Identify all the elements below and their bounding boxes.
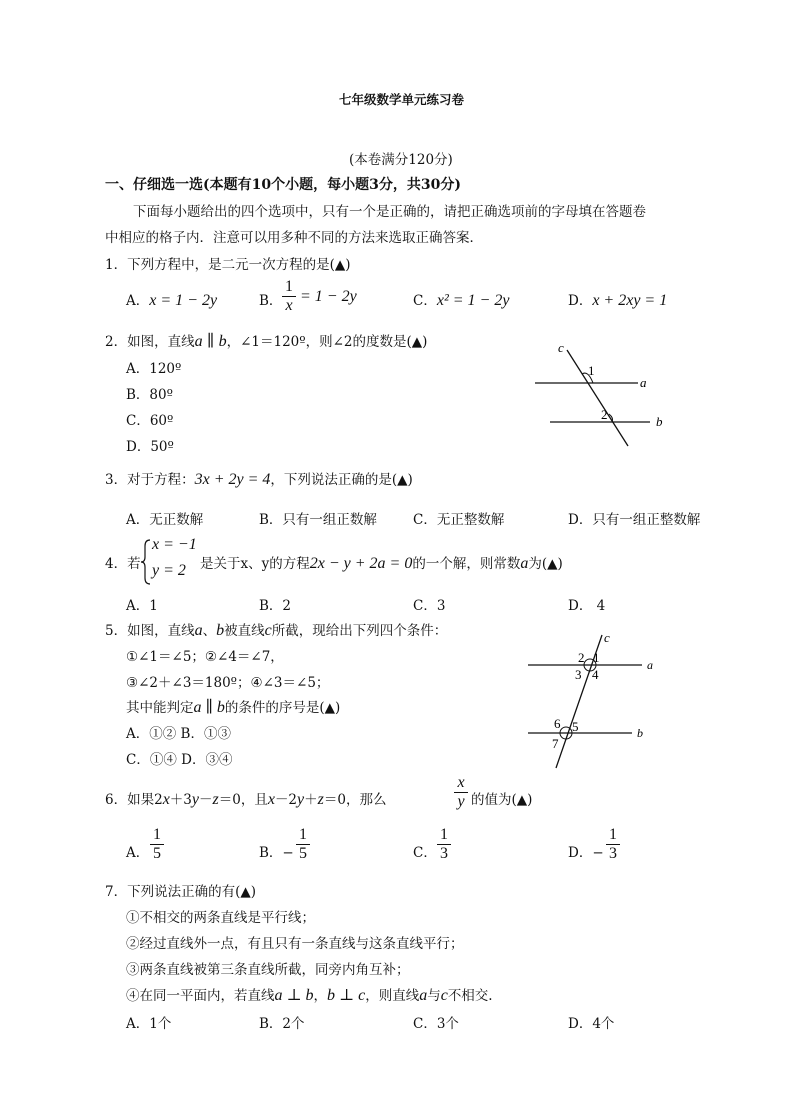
q2-option-c: C．60º [126, 413, 174, 429]
instructions-line-1: 下面每小题给出的四个选项中，只有一个是正确的，请把正确选项前的字母填在答题卷 [133, 204, 646, 220]
q5-stem-c: 所截，现给出下列四个条件： [271, 623, 448, 639]
q4-equation: 2x − y + 2a = 0 [309, 555, 413, 572]
q1-b-label: B． [259, 293, 283, 309]
q6-s4: －2 [274, 792, 298, 808]
q1-c-label: C． [413, 293, 437, 309]
q4-system-line-1: x = −1 [152, 536, 197, 553]
q4-stem-rest [200, 552, 563, 573]
q6-b-denominator: 5 [296, 844, 310, 863]
q7-s4-comma: ， [313, 988, 328, 1004]
q5-sep: 、 [202, 623, 217, 639]
q5-condition-1: ①∠1＝∠5；②∠4＝∠7， [126, 649, 284, 665]
q7-option-b: B．2个 [259, 1016, 305, 1032]
q2-stem-b: ，∠1＝120º，则∠2的度数是(▲) [226, 334, 428, 350]
q6-fraction-denominator: y [454, 792, 468, 811]
q4-option-a: A．1 [126, 598, 158, 614]
q2-option-b: B．80º [126, 387, 173, 403]
q6-s5: ＋ [304, 792, 318, 808]
q6-b-fraction [296, 826, 310, 863]
q6-s1: ＋3 [169, 792, 192, 808]
q6-d-fraction [606, 826, 620, 863]
q1-option-a [126, 289, 217, 310]
q6-z2: z [317, 791, 324, 808]
q2-label-2: 2 [601, 407, 608, 422]
q7-option-c: C．3个 [413, 1016, 459, 1032]
q5-stem [105, 619, 447, 640]
q2-option-d: D．50º [126, 439, 174, 455]
q1-b-numerator: 1 [285, 278, 293, 295]
q6-z1: z [212, 791, 219, 808]
q7-option-d: D．4个 [568, 1016, 615, 1032]
q1-c-expr: x² = 1 − 2y [436, 292, 510, 309]
q5-question [126, 696, 340, 717]
q7-s4-var-c: c [440, 987, 448, 1004]
q1-a-expr: x = 1 − 2y [149, 292, 218, 309]
q5-label-6: 6 [554, 716, 561, 731]
q6-a-numerator: 1 [153, 826, 161, 843]
q6-y2: y [297, 791, 305, 808]
q1-b-denominator: x [282, 296, 296, 315]
q2-parallel: ∥ [206, 333, 215, 350]
q5-var-b: b [216, 622, 225, 639]
q1-d-label: D． [568, 293, 593, 309]
q2-stem-a: 2．如图，直线 [105, 334, 195, 350]
q5-var-c: c [264, 622, 272, 639]
q6-x1: x [162, 791, 170, 808]
q3-stem [105, 468, 413, 489]
q5-question-b: 的条件的序号是(▲) [224, 700, 341, 716]
q5-condition-2: ③∠2＋∠3＝180º；④∠3＝∠5； [126, 675, 330, 691]
q7-stem: 7．下列说法正确的有(▲) [105, 884, 257, 900]
q5-label-2: 2 [578, 650, 585, 665]
q4-stem-b: 是关于x、y的方程 [200, 556, 310, 572]
q1-stem: 1．下列方程中，是二元一次方程的是(▲) [105, 257, 351, 273]
page-title: 七年级数学单元练习卷 [339, 92, 465, 107]
q6-stem-a [105, 788, 386, 809]
q6-c-numerator: 1 [440, 826, 448, 843]
q4-stem-c: 的一个解，则常数 [412, 556, 521, 572]
q6-stem-fraction [454, 774, 468, 811]
q2-stem [105, 330, 427, 351]
q3-equation: 3x + 2y = 4 [194, 471, 271, 488]
q5-options-row-1: A．①② B．①③ [126, 726, 231, 742]
q3-option-c: C．无正整数解 [413, 512, 505, 528]
q7-s4-b: ，则直线 [365, 988, 420, 1004]
q1-d-expr: x + 2xy = 1 [592, 292, 668, 309]
q3-stem-a: 3．对于方程： [105, 472, 195, 488]
q2-figure [530, 340, 670, 450]
instructions-line-2: 中相应的格子内．注意可以用多种不同的方法来选取正确答案． [105, 230, 483, 246]
q6-s2: － [199, 792, 213, 808]
q7-statement-3: ③两条直线被第三条直线所截，同旁内角互补； [126, 962, 410, 978]
q7-s4-rel1: a ⊥ b [274, 987, 314, 1004]
q4-stem-d: 为(▲) [528, 556, 563, 572]
q5-stem-a: 5．如图，直线 [105, 623, 195, 639]
q6-a-fraction [150, 826, 164, 863]
q2-option-a: A．120º [126, 361, 182, 377]
q5-label-4: 4 [592, 667, 599, 682]
q5-question-var: a ∥ b [193, 699, 225, 716]
q1-option-c [413, 289, 509, 310]
q1-b-rest: = 1 − 2y [300, 288, 357, 305]
page-subtitle: (本卷满分120分) [349, 152, 453, 168]
q7-statement-4 [126, 984, 493, 1005]
q5-label-7: 7 [552, 736, 559, 751]
q4-brace-path [141, 540, 150, 584]
q5-label-1: 1 [593, 650, 600, 665]
q7-statement-1: ①不相交的两条直线是平行线； [126, 910, 315, 926]
q5-figure [520, 630, 670, 772]
q6-c-fraction [437, 826, 451, 863]
q7-s4-c: 与 [427, 988, 441, 1004]
q5-label-a: a [647, 658, 653, 672]
q6-b-numerator: 1 [299, 826, 307, 843]
q5-stem-b: 被直线 [224, 623, 265, 639]
q4-option-b: B．2 [259, 598, 292, 614]
q6-x2: x [267, 791, 275, 808]
q5-label-b: b [637, 726, 643, 740]
q6-fraction-numerator: x [457, 774, 465, 791]
q7-option-a: A．1个 [126, 1016, 172, 1032]
q6-c-label: C． [413, 845, 437, 861]
q6-stem-b: 的值为(▲) [471, 792, 533, 808]
q6-a-denominator: 5 [150, 844, 164, 863]
q5-label-5: 5 [572, 719, 579, 734]
q2-label-c: c [558, 340, 564, 355]
q4-var-a: a [520, 555, 529, 572]
q3-option-d: D．只有一组正整数解 [568, 512, 701, 528]
q4-stem-a: 4．若 [105, 556, 141, 572]
q6-d-label: D．− [568, 845, 604, 861]
q6-s3: ＝0，且 [218, 792, 268, 808]
q1-option-d [568, 289, 667, 310]
q6-d-denominator: 3 [606, 844, 620, 863]
q5-options-row-2: C．①④ D．③④ [126, 752, 233, 768]
q5-label-c: c [604, 630, 610, 645]
q2-label-a: a [640, 375, 647, 390]
section-heading: 一、仔细选一选(本题有10个小题，每小题3分，共30分) [105, 177, 461, 193]
q7-s4-a: ④在同一平面内，若直线 [126, 988, 275, 1004]
q3-stem-b: ，下列说法正确的是(▲) [270, 472, 413, 488]
q5-var-a: a [194, 622, 203, 639]
q4-brace [140, 538, 152, 586]
q5-label-3: 3 [575, 667, 582, 682]
q5-question-a: 其中能判定 [126, 700, 194, 716]
q7-s4-var-a: a [419, 987, 428, 1004]
q4-system-line-2: y = 2 [152, 562, 186, 579]
q7-s4-rel2: b ⊥ c [327, 987, 366, 1004]
q2-label-1: 1 [588, 363, 595, 378]
q7-s4-d: 不相交. [447, 988, 493, 1004]
q2-label-b: b [656, 414, 663, 429]
q4-option-c: C．3 [413, 598, 446, 614]
q2-var-b: b [218, 333, 227, 350]
q2-line-c [567, 350, 628, 446]
q6-c-denominator: 3 [437, 844, 451, 863]
q1-a-label: A． [126, 293, 150, 309]
q6-s6: ＝0，那么 [323, 792, 387, 808]
q6-a-label: A． [126, 845, 150, 861]
q7-statement-2: ②经过直线外一点，有且只有一条直线与这条直线平行； [126, 936, 464, 952]
q6-y1: y [191, 791, 199, 808]
q6-b-label: B．− [259, 845, 294, 861]
q3-option-a: A．无正数解 [126, 512, 204, 528]
q4-option-d: D． 4 [568, 598, 606, 614]
q1-b-fraction [282, 278, 296, 315]
q6-text-a: 6．如果2 [105, 792, 163, 808]
q3-option-b: B．只有一组正数解 [259, 512, 377, 528]
q2-var-a: a [194, 333, 203, 350]
q6-d-numerator: 1 [609, 826, 617, 843]
